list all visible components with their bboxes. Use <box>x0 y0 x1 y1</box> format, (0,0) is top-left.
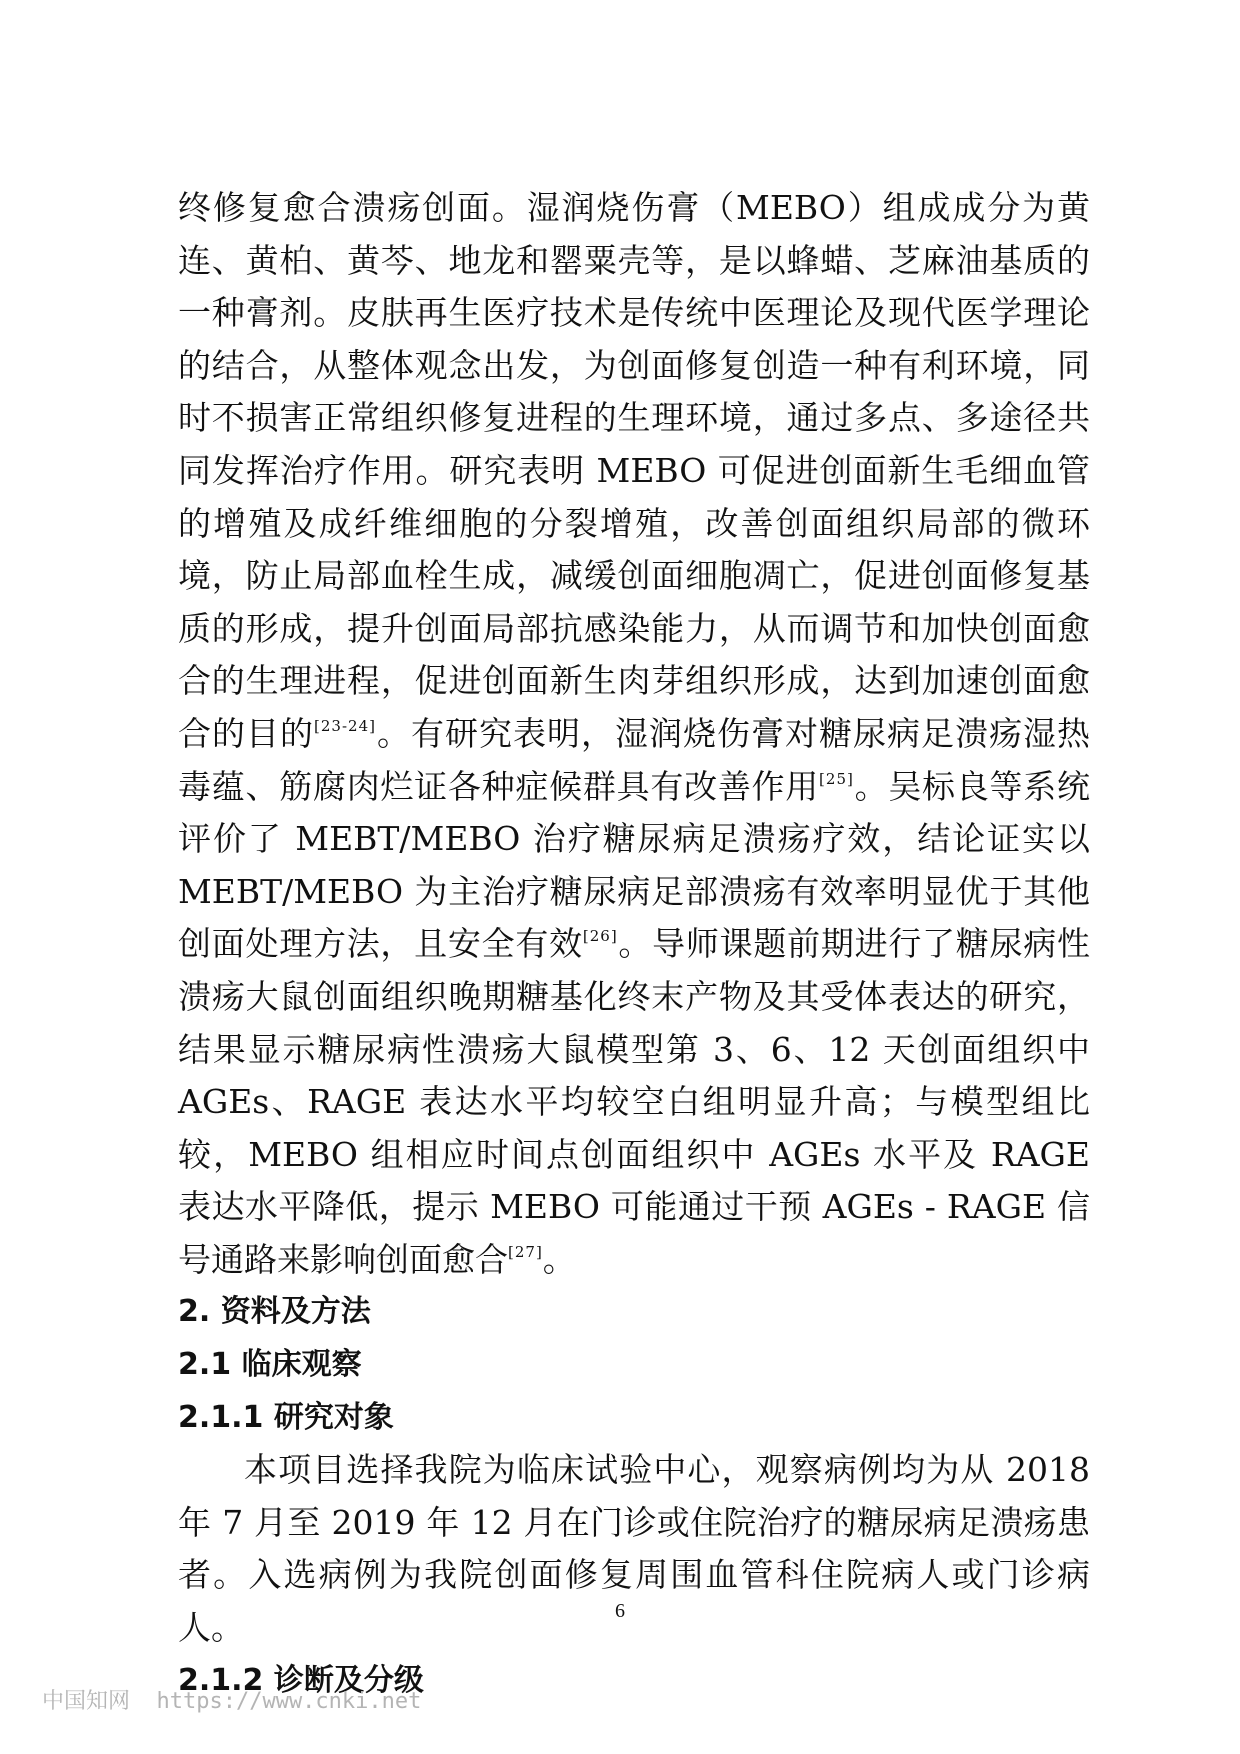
page-content <box>178 182 1090 1707</box>
section-heading-2: 2. 资料及方法 <box>178 1294 371 1330</box>
section-heading-2-1-2: 2.1.2 诊断及分级 <box>178 1662 424 1698</box>
intro-text-2: 。有研究表明，湿润烧伤膏对糖尿病足溃疡湿热毒蕴、筋腐肉烂证各种症候群具有改善作用 <box>178 713 1091 806</box>
citation-27: [27] <box>508 1242 543 1261</box>
section-heading-2-1-1: 2.1.1 研究对象 <box>178 1399 394 1435</box>
citation-26: [26] <box>582 927 618 946</box>
citation-23-24: [23-24] <box>314 716 376 735</box>
cnki-watermark: 中国知网 https://www.cnki.net <box>42 1689 422 1714</box>
study-subjects-paragraph: 本项目选择我院为临床试验中心，观察病例均为从 2018 年 7 月至 2019 年 12 月在门诊或住院治疗的糖尿病足溃疡患者。入选病例为我院创面修复周围血管科住院病人或门诊病人。 <box>178 1450 1090 1648</box>
citation-25: [25] <box>819 769 854 788</box>
intro-text-5: 。 <box>542 1239 576 1279</box>
intro-paragraph <box>178 182 1090 1286</box>
intro-text-3: 。吴标良等系统评价了 MEBT/MEBO 治疗糖尿病足溃疡疗效，结论证实以 MEBT/MEBO 为主治疗糖尿病足部溃疡有效率明显优于其他创面处理方法，且安全有效 <box>178 766 1091 964</box>
intro-text-4: 。导师课题前期进行了糖尿病性溃疡大鼠创面组织晚期糖基化终末产物及其受体表达的研究，结果显示糖尿病性溃疡大鼠模型第 3、6、12 天创面组织中 AGEs、RAGE 表达水平均较空白组明显升高；与模型组比较，MEBO 组相应时间点创面组织中 AGEs 水平及 RAGE 表达水平降低，提示 MEBO 可能通过干预 AGEs - RAGE 信号通路来影响创面愈合 <box>178 924 1091 1279</box>
section-heading-2-1: 2.1 临床观察 <box>178 1347 362 1383</box>
intro-text-1: 终修复愈合溃疡创面。湿润烧伤膏（MEBO）组成成分为黄连、黄柏、黄芩、地龙和罂粟壳等，是以蜂蜡、芝麻油基质的一种膏剂。皮肤再生医疗技术是传统中医理论及现代医学理论的结合，从整体观念出发，为创面修复创造一种有利环境，同时不损害正常组织修复进程的生理环境，通过多点、多途径共同发挥治疗作用。研究表明 MEBO 可促进创面新生毛细血管的增殖及成纤维细胞的分裂增殖，改善创面组织局部的微环境，防止局部血栓生成，减缓创面细胞凋亡，促进创面修复基质的形成，提升创面局部抗感染能力，从而调节和加快创面愈合的生理进程，促进创面新生肉芽组织形成，达到加速创面愈合的目的 <box>178 188 1090 753</box>
page-number: 6 <box>615 1600 625 1622</box>
